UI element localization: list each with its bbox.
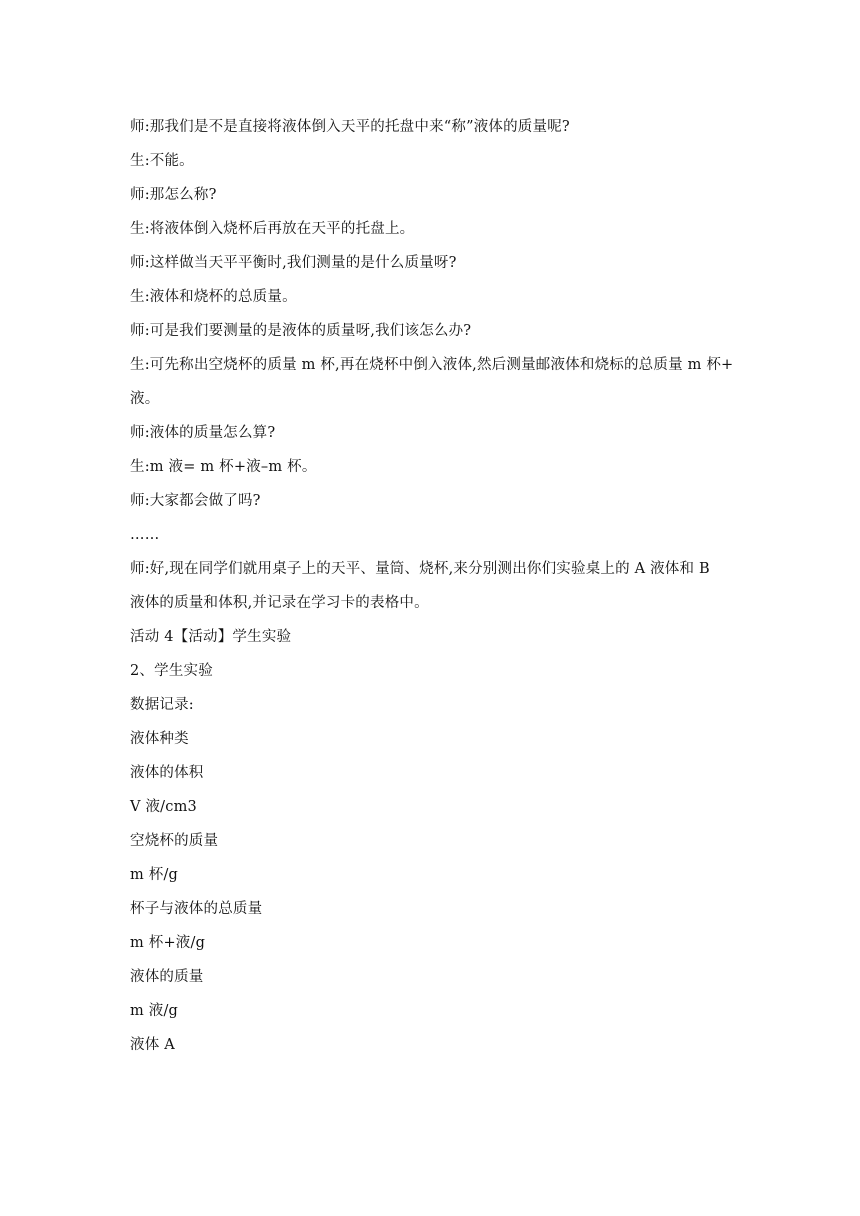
dialogue-line-teacher-understood: 师:大家都会做了吗? [130, 493, 261, 509]
dialogue-line-student-formula: 生:m 液= m 杯+液–m 杯。 [130, 459, 317, 475]
dialogue-line-teacher-instructions: 师:好,现在同学们就用桌子上的天平、量筒、烧杯,来分别测出你们实验桌上的 A 液体和 B [130, 561, 710, 577]
dialogue-line-teacher-instructions-continued: 液体的质量和体积,并记录在学习卡的表格中。 [130, 595, 429, 611]
dialogue-line-teacher-how-to-weigh: 师:那怎么称? [130, 187, 217, 203]
dialogue-line-teacher-calculate: 师:液体的质量怎么算? [130, 425, 276, 441]
table-header-empty-beaker-mass-unit: m 杯/g [130, 867, 179, 883]
table-header-liquid-mass: 液体的质量 [130, 969, 204, 985]
dialogue-line-teacher-what-mass: 师:这样做当天平平衡时,我们测量的是什么质量呀? [130, 255, 457, 271]
dialogue-line-student-pour-into-beaker: 生:将液体倒入烧杯后再放在天平的托盘上。 [130, 221, 415, 237]
dialogue-line-student-method-continued: 液。 [130, 391, 160, 407]
table-header-liquid-mass-unit: m 液/g [130, 1003, 179, 1019]
dialogue-line-student-cannot: 生:不能。 [130, 153, 194, 169]
ellipsis-line: …… [130, 527, 160, 543]
document-body [130, 110, 740, 1062]
data-record-label: 数据记录: [130, 697, 194, 713]
activity-heading: 活动 4【活动】学生实验 [130, 629, 292, 645]
table-header-total-mass-unit: m 杯+液/g [130, 935, 206, 951]
dialogue-line-teacher-what-to-do: 师:可是我们要测量的是液体的质量呀,我们该怎么办? [130, 323, 472, 339]
table-row-liquid-a: 液体 A [130, 1037, 175, 1053]
dialogue-line-teacher-question-weigh-directly: 师:那我们是不是直接将液体倒入天平的托盘中来“称”液体的质量呢? [130, 119, 570, 135]
table-header-total-mass: 杯子与液体的总质量 [130, 901, 263, 917]
section-heading-student-experiment: 2、学生实验 [130, 663, 213, 679]
dialogue-line-student-total-mass: 生:液体和烧杯的总质量。 [130, 289, 297, 305]
dialogue-line-student-method: 生:可先称出空烧杯的质量 m 杯,再在烧杯中倒入液体,然后测量邮液体和烧标的总质量 m 杯+ [130, 357, 734, 373]
table-header-liquid-volume: 液体的体积 [130, 765, 204, 781]
table-header-empty-beaker-mass: 空烧杯的质量 [130, 833, 219, 849]
table-header-liquid-volume-unit: V 液/cm3 [130, 799, 197, 815]
table-header-liquid-type: 液体种类 [130, 731, 189, 747]
